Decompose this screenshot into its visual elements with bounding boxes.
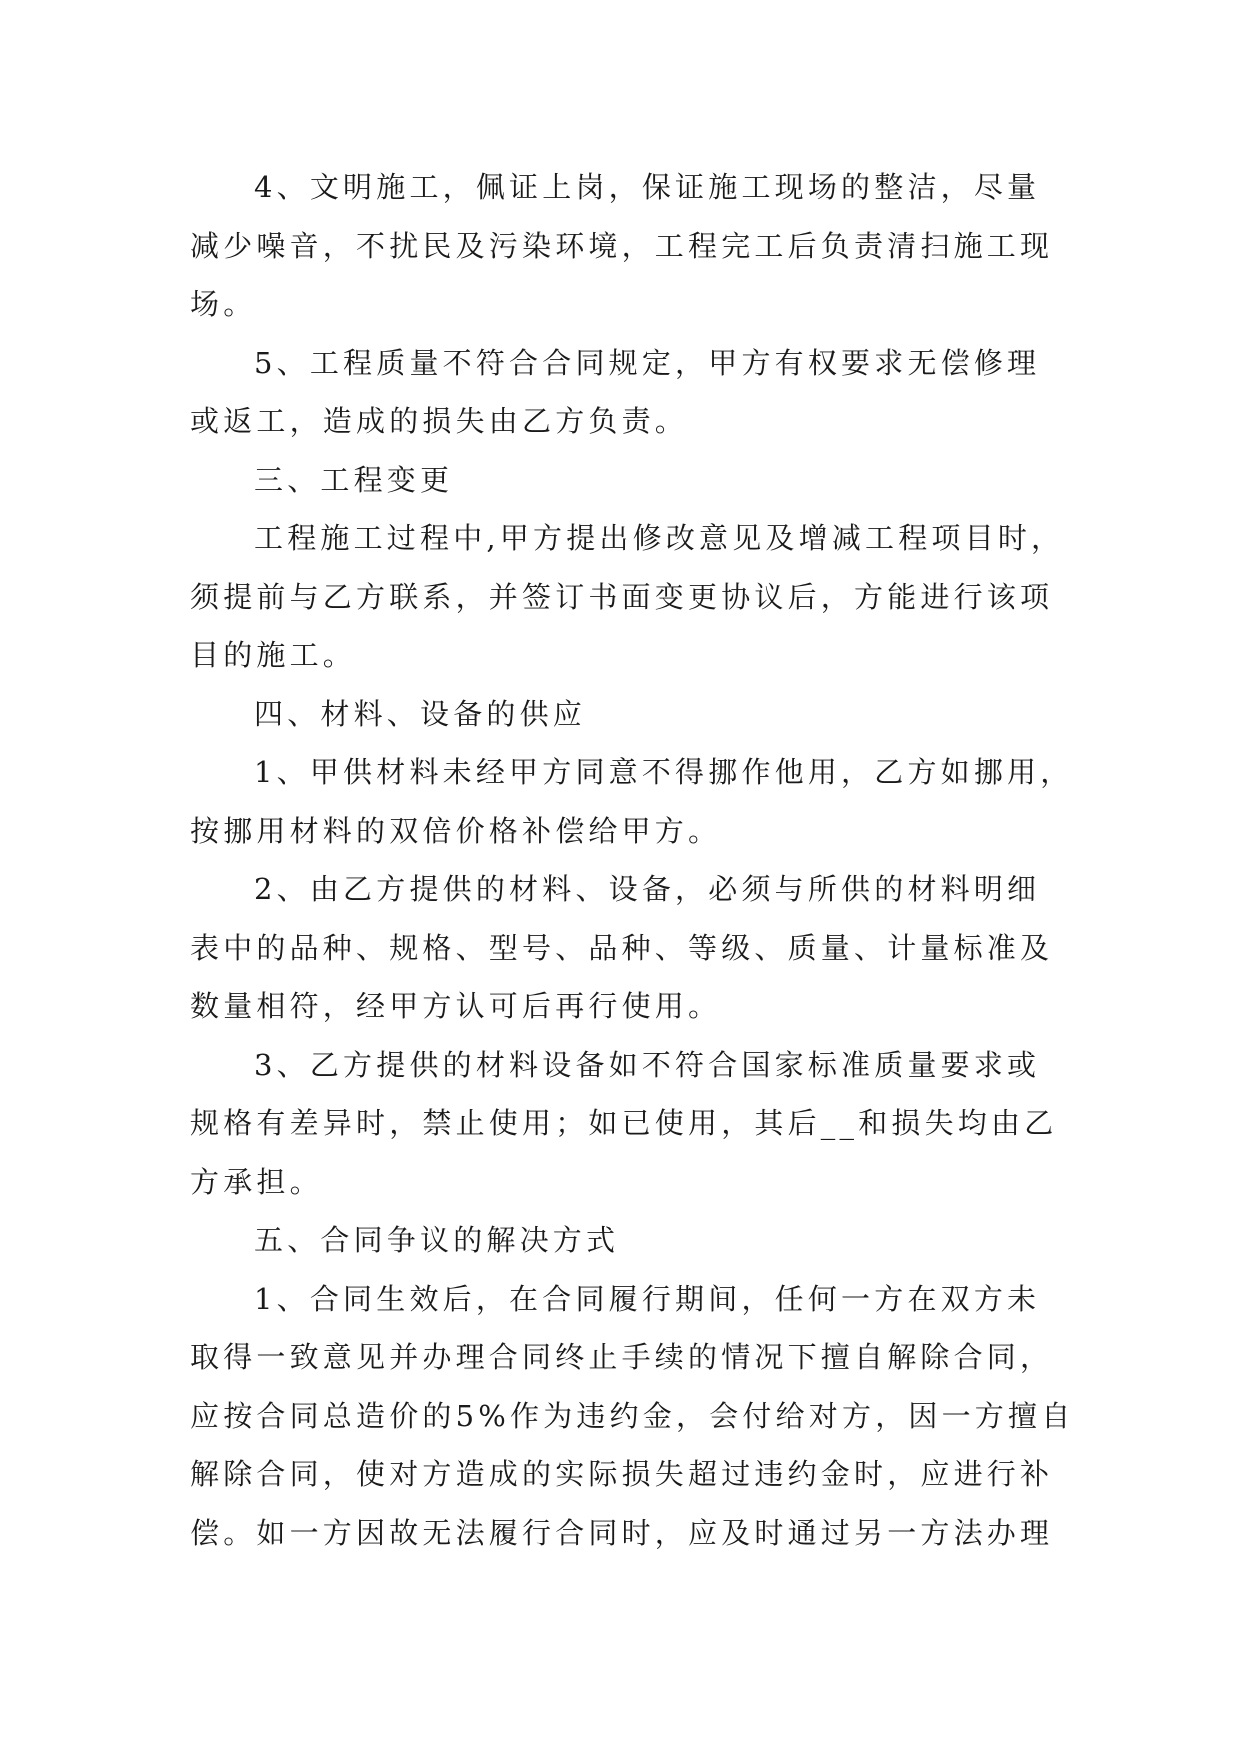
text-line: 规格有差异时，禁止使用；如已使用，其后__和损失均由乙 xyxy=(190,1106,1058,1140)
text-line: 数量相符，经甲方认可后再行使用。 xyxy=(190,989,722,1023)
text-line: 4、文明施工，佩证上岗，保证施工现场的整洁，尽量 xyxy=(254,170,1041,204)
clause-change-procedure xyxy=(190,509,1070,685)
section-heading-4 xyxy=(190,685,1070,744)
text-line: 1、甲供材料未经甲方同意不得挪作他用，乙方如挪用， xyxy=(254,755,1074,789)
clause-1-owner-materials xyxy=(190,743,1074,860)
text-line: 或返工，造成的损失由乙方负责。 xyxy=(190,404,689,438)
text-line: 须提前与乙方联系，并签订书面变更协议后，方能进行该项 xyxy=(190,579,1054,614)
text-line: 3、乙方提供的材料设备如不符合国家标准质量要求或 xyxy=(254,1047,1041,1082)
section-title: 三、工程变更 xyxy=(254,462,454,497)
text-line: 5、工程质量不符合合同规定，甲方有权要求无偿修理 xyxy=(254,345,1041,380)
clause-1-dispute-resolution xyxy=(190,1270,1075,1563)
clause-2-contractor-materials xyxy=(190,860,1070,1036)
clause-5-quality xyxy=(190,334,1070,451)
text-line: 偿。如一方因故无法履行合同时，应及时通过另一方法办理 xyxy=(190,1515,1054,1550)
text-line: 方承担。 xyxy=(190,1164,323,1199)
clause-3-nonconforming-materials xyxy=(190,1036,1070,1212)
section-title: 四、材料、设备的供应 xyxy=(254,696,587,731)
text-line: 工程施工过程中,甲方提出修改意见及增减工程项目时， xyxy=(254,521,1065,555)
section-heading-5 xyxy=(190,1211,1070,1270)
text-line: 应按合同总造价的5%作为违约金，会付给对方，因一方擅自 xyxy=(190,1398,1075,1433)
text-line: 目的施工。 xyxy=(190,638,357,672)
section-title: 五、合同争议的解决方式 xyxy=(254,1223,620,1257)
text-line: 表中的品种、规格、型号、品种、等级、质量、计量标准及 xyxy=(190,930,1054,965)
text-line: 1、合同生效后，在合同履行期间，任何一方在双方未 xyxy=(254,1281,1041,1316)
text-line: 解除合同，使对方造成的实际损失超过违约金时，应进行补 xyxy=(190,1457,1054,1491)
section-heading-3 xyxy=(190,451,1070,510)
text-line: 取得一致意见并办理合同终止手续的情况下擅自解除合同， xyxy=(190,1340,1054,1374)
clause-4-civilized-construction xyxy=(190,158,1070,334)
text-line: 场。 xyxy=(190,287,257,321)
text-line: 2、由乙方提供的材料、设备，必须与所供的材料明细 xyxy=(254,872,1041,906)
text-line: 减少噪音，不扰民及污染环境，工程完工后负责清扫施工现 xyxy=(190,228,1054,263)
text-line: 按挪用材料的双倍价格补偿给甲方。 xyxy=(190,813,722,848)
document-body xyxy=(190,158,1075,1562)
